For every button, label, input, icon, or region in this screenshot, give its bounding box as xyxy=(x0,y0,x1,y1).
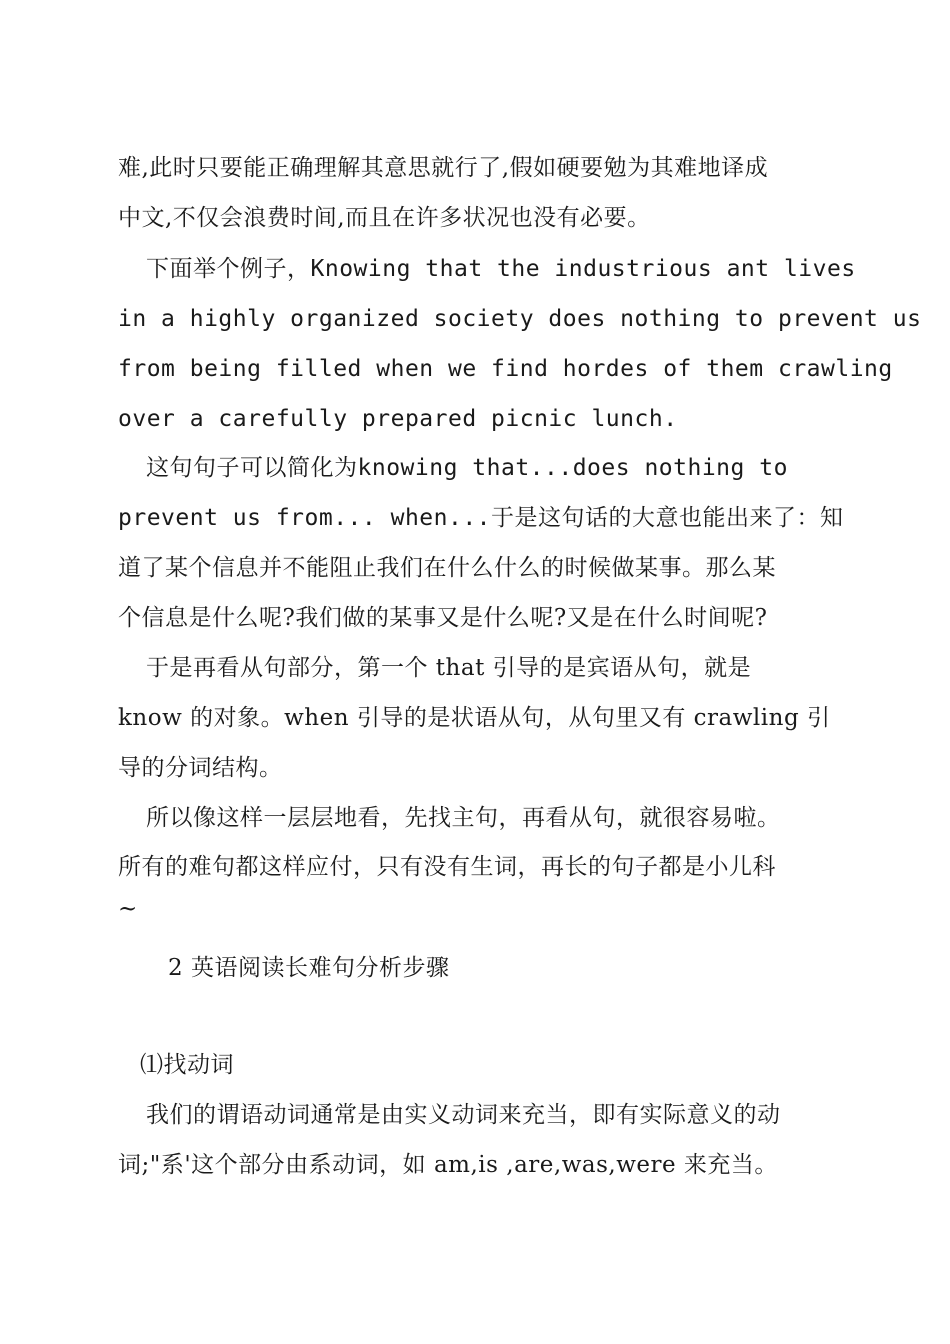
paragraph-line: 难,此时只要能正确理解其意思就行了,假如硬要勉为其难地译成 xyxy=(118,155,769,181)
paragraph-line: 词;"系'这个部分由系动词，如 am,is ,are,was,were 来充当。 xyxy=(118,1152,778,1178)
paragraph-line: 下面举个例子，Knowing that the industrious ant lives xyxy=(146,256,856,282)
paragraph-line: know 的对象。when 引导的是状语从句，从句里又有 crawling 引 xyxy=(118,705,831,731)
paragraph-line: 中文,不仅会浪费时间,而且在许多状况也没有必要。 xyxy=(118,205,651,231)
paragraph-line: prevent us from... when...于是这句话的大意也能出来了：知 xyxy=(118,505,844,531)
paragraph-line: 我们的谓语动词通常是由实义动词来充当，即有实际意义的动 xyxy=(146,1102,781,1128)
paragraph-line: from being filled when we find hordes of them crawling xyxy=(118,356,893,382)
paragraph-line: 所有的难句都这样应付，只有没有生词，再长的句子都是小儿科 xyxy=(118,854,776,880)
paragraph-line: over a carefully prepared picnic lunch. xyxy=(118,406,678,432)
paragraph-line: 这句句子可以简化为knowing that...does nothing to xyxy=(146,455,788,481)
paragraph-line: 于是再看从句部分，第一个 that 引导的是宾语从句，就是 xyxy=(146,655,752,681)
paragraph-line: in a highly organized society does nothing to prevent us xyxy=(118,306,922,332)
paragraph-line: 所以像这样一层层地看，先找主句，再看从句，就很容易啦。 xyxy=(146,805,781,831)
subsection-heading: ⑴找动词 xyxy=(140,1052,234,1078)
paragraph-line: 道了某个信息并不能阻止我们在什么什么的时候做某事。那么某 xyxy=(118,555,776,581)
paragraph-line: ~ xyxy=(118,896,138,922)
paragraph-line: 导的分词结构。 xyxy=(118,755,283,781)
section-heading: 2 英语阅读长难句分析步骤 xyxy=(168,955,450,981)
paragraph-line: 个信息是什么呢?我们做的某事又是什么呢?又是在什么时间呢? xyxy=(118,605,768,631)
